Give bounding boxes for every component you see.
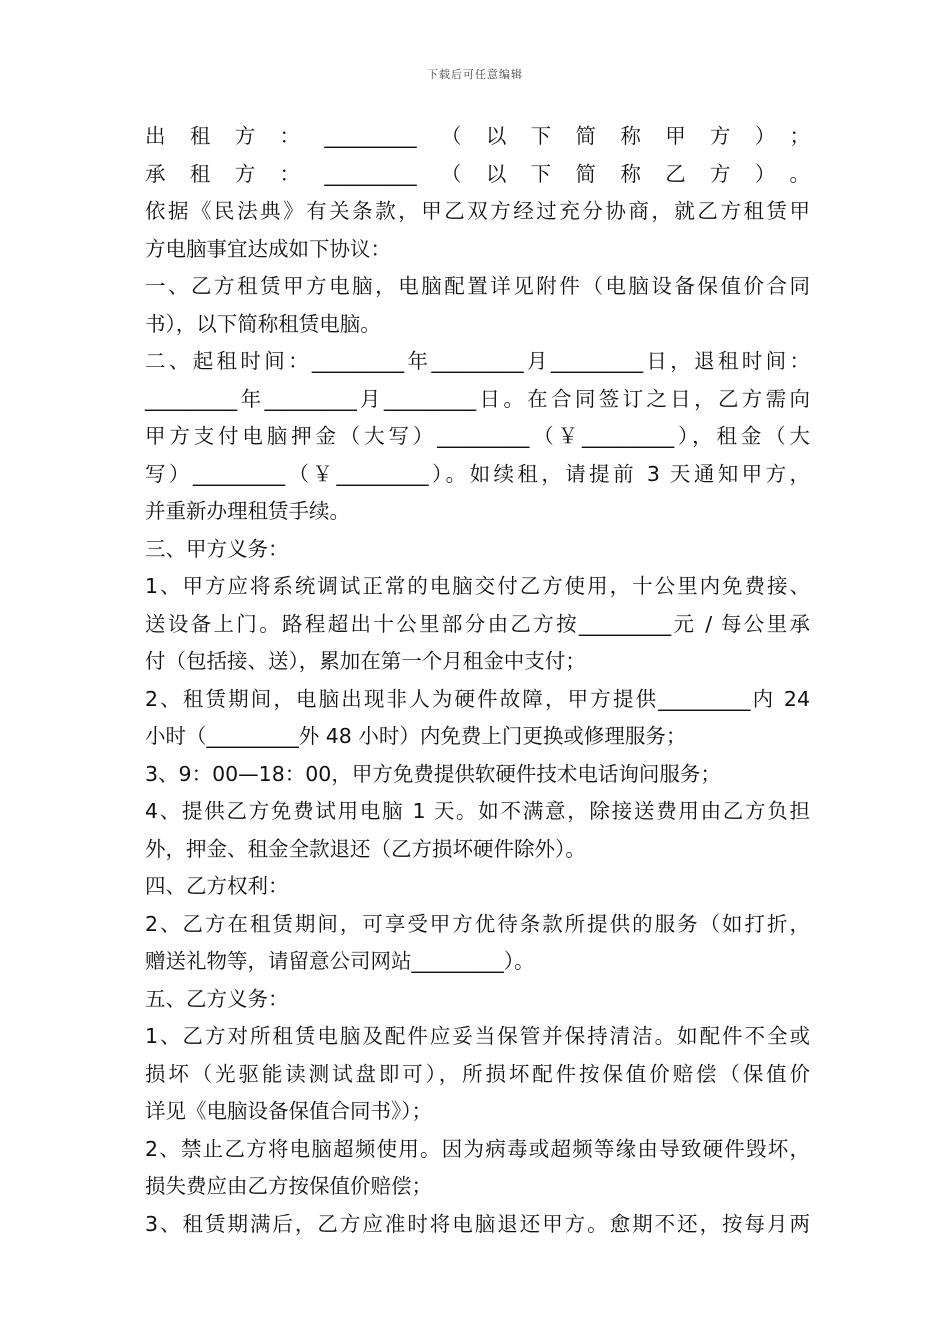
text-line: 3、租赁期满后，乙方应准时将电脑退还甲方。愈期不还，按每月两: [145, 1211, 810, 1236]
text-line: 1、乙方对所租赁电脑及配件应妥当保管并保持清洁。如配件不全或: [145, 1024, 810, 1048]
text-line: _________年_________月_________日。在合同签订之日，乙方需向: [145, 386, 810, 411]
text-line: 出租方：_________（以下简称甲方）；: [145, 124, 810, 148]
text-line: 2、禁止乙方将电脑超频使用。因为病毒或超频等缘由导致硬件毁坏，: [145, 1136, 810, 1161]
text-line: 书），以下简称租赁电脑。: [145, 311, 381, 336]
section-heading: 四、乙方权利：: [145, 874, 289, 898]
text-line: 损坏（光驱能读测试盘即可），所损坏配件按保值价赔偿（保值价: [145, 1061, 810, 1086]
text-line: 送设备上门。路程超出十公里部分由乙方按_________元 / 每公里承: [145, 611, 810, 636]
text-line: 一、乙方租赁甲方电脑，电脑配置详见附件（电脑设备保值价合同: [145, 274, 810, 298]
text-line: 写）_________（￥_________）。如续租，请提前 3 天通知甲方，: [145, 461, 810, 486]
text-line: 方电脑事宜达成如下协议：: [145, 236, 391, 261]
text-line: 2、乙方在租赁期间，可享受甲方优待条款所提供的服务（如打折，: [145, 911, 810, 936]
text-line: 承租方：_________（以下简称乙方）。: [145, 161, 810, 186]
text-line: 2、租赁期间，电脑出现非人为硬件故障，甲方提供_________内 24: [145, 686, 810, 711]
text-line: 3、9：00—18：00，甲方免费提供软硬件技术电话询问服务；: [145, 761, 721, 786]
text-line: 依据《民法典》有关条款，甲乙双方经过充分协商，就乙方租赁甲: [145, 199, 810, 223]
text-line: 4、提供乙方免费试用电脑 1 天。如不满意，除接送费用由乙方负担: [145, 799, 810, 823]
text-line: 并重新办理租赁手续。: [145, 499, 350, 523]
document-body: [145, 118, 810, 1243]
text-line: 1、甲方应将系统调试正常的电脑交付乙方使用，十公里内免费接、: [145, 574, 810, 598]
text-line: 详见《电脑设备保值合同书》）；: [145, 1099, 432, 1123]
text-line: 损失费应由乙方按保值价赔偿；: [145, 1174, 432, 1198]
text-line: 外，押金、租金全款退还（乙方损坏硬件除外）。: [145, 836, 586, 861]
text-line: 甲方支付电脑押金（大写）_________（￥_________），租金（大: [145, 424, 810, 448]
text-line: 赠送礼物等，请留意公司网站_________）。: [145, 949, 535, 973]
section-heading: 三、甲方义务：: [145, 536, 289, 561]
page-header-note: 下载后可任意编辑: [427, 68, 523, 81]
text-line: 付（包括接、送），累加在第一个月租金中支付；: [145, 649, 586, 673]
text-line: 小时（_________外 48 小时）内免费上门更换或修理服务；: [145, 724, 687, 748]
text-line: 二、起租时间：_________年_________月_________日，退租时间：: [145, 349, 810, 373]
section-heading: 五、乙方义务：: [145, 986, 289, 1011]
